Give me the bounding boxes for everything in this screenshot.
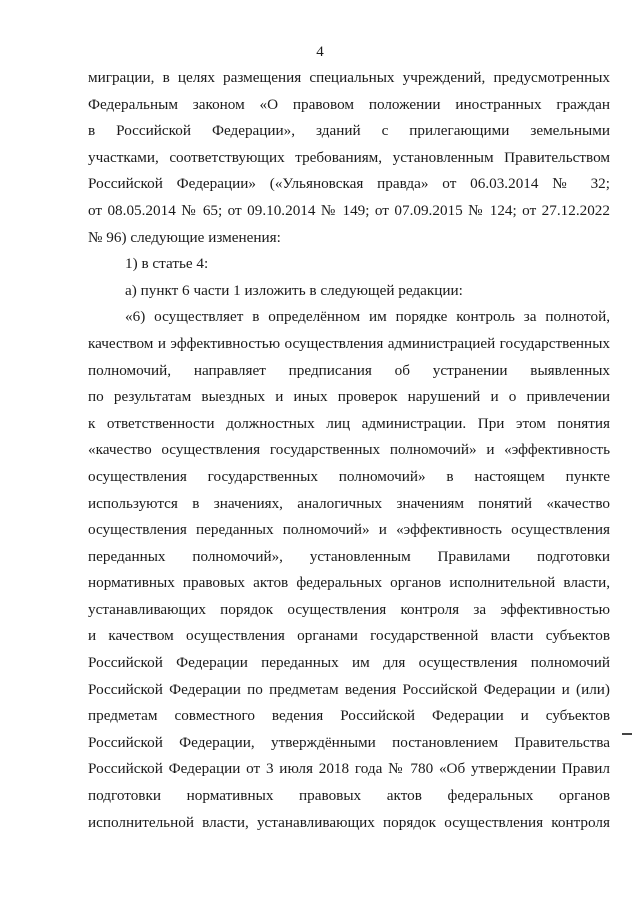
- document-body: [88, 65, 610, 836]
- text-line: устанавливающих порядок осуществления контроля за эффективностью: [88, 600, 610, 618]
- text-line: качеством и эффективностью осуществления администрацией государственных: [88, 334, 610, 352]
- text-line: полномочий, направляет предписания об устранении выявленных: [88, 361, 610, 379]
- text-line: Российской Федерации от 3 июля 2018 года № 780 «Об утверждении Правил: [88, 760, 610, 778]
- text-line: используются в значениях, аналогичных значениям понятий «качество: [88, 494, 610, 512]
- text-line: по результатам выездных и иных проверок нарушений и о привлечении: [88, 388, 610, 406]
- text-line: Российской Федерации переданных им для осуществления полномочий: [88, 654, 610, 672]
- text-line: предметам совместного ведения Российской Федерации и субъектов: [88, 707, 610, 725]
- text-line: Федеральным законом «О правовом положении иностранных граждан: [88, 95, 610, 113]
- text-line: а) пункт 6 части 1 изложить в следующей редакции:: [125, 281, 463, 299]
- text-line: подготовки нормативных правовых актов федеральных органов: [88, 787, 610, 805]
- text-line: нормативных правовых актов федеральных органов исполнительной власти,: [88, 574, 610, 592]
- page-number: 4: [316, 44, 324, 60]
- text-line: Российской Федерации» («Ульяновская правда» от 06.03.2014 № 32;: [88, 175, 610, 193]
- text-line: Российской Федерации по предметам ведения Российской Федерации и (или): [88, 680, 610, 698]
- text-line: осуществления переданных полномочий» и «эффективность осуществления: [88, 521, 610, 539]
- text-line: осуществления государственных полномочий» в настоящем пункте: [88, 467, 610, 485]
- text-line: «6) осуществляет в определённом им порядке контроль за полнотой,: [125, 308, 610, 326]
- text-line: 1) в статье 4:: [125, 255, 209, 273]
- text-line: от 08.05.2014 № 65; от 09.10.2014 № 149; от 07.09.2015 № 124; от 27.12.2022: [88, 201, 610, 219]
- text-line: исполнительной власти, устанавливающих порядок осуществления контроля: [88, 813, 610, 831]
- text-line: переданных полномочий», установленным Правилами подготовки: [88, 547, 610, 565]
- text-line: участками, соответствующих требованиям, установленным Правительством: [88, 148, 610, 166]
- text-line: в Российской Федерации», зданий с прилегающими земельными: [88, 122, 610, 140]
- text-line: миграции, в целях размещения специальных учреждений, предусмотренных: [88, 69, 610, 86]
- margin-mark: [622, 733, 632, 735]
- text-line: и качеством осуществления органами государственной власти субъектов: [88, 627, 610, 645]
- text-line: № 96) следующие изменения:: [88, 228, 281, 246]
- text-line: к ответственности должностных лиц администрации. При этом понятия: [88, 414, 610, 432]
- text-line: «качество осуществления государственных полномочий» и «эффективность: [88, 441, 610, 459]
- text-line: Российской Федерации, утверждёнными постановлением Правительства: [88, 733, 610, 751]
